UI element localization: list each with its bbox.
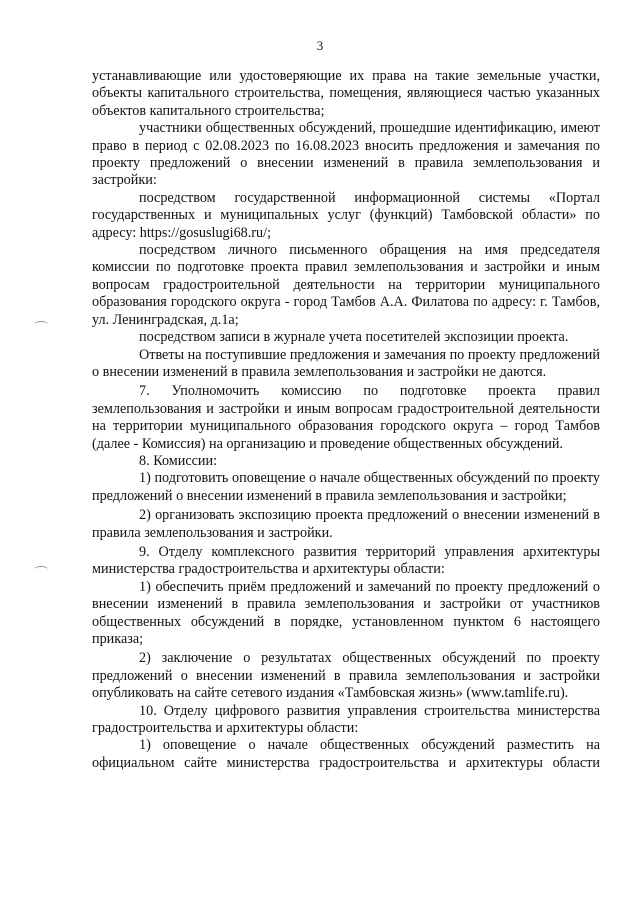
sub-item: 2) организовать экспозицию проекта предложений о внесении изменений в правила землепользования и застройки. — [92, 507, 600, 541]
paragraph: участники общественных обсуждений, прошедшие идентификацию, имеют право в период с 02.08.2023 по 16.08.2023 вносить предложения и замечания по проекту предложений о внесении изменений в правила землепользования и застройки: — [92, 120, 600, 189]
paragraph: посредством записи в журнале учета посетителей экспозиции проекта. — [139, 329, 569, 346]
page-number: 3 — [316, 38, 324, 53]
numbered-item: 10. Отделу цифрового развития управления строительства министерства градостроительства и архитектуры области: — [92, 702, 600, 737]
paragraph: посредством личного письменного обращения на имя председателя комиссии по подготовке проекта правил землепользования и застройки и иным вопросам градостроительной деятельности на территории муниципального образования городского округа - город Тамбов А.А. Филатова по адресу: г. Тамбов, ул. Ленинградская, д.1а; — [92, 242, 600, 328]
paragraph: посредством государственной информационной системы «Портал государственных и муниципальных услуг (функций) Тамбовской области» по адресу: https://gosuslugi68.ru/; — [92, 189, 600, 241]
numbered-item: 7. Уполномочить комиссию по подготовке проекта правил землепользования и застройки и иным вопросам градостроительной деятельности на территории муниципального образования городского округа – город Тамбов (далее - Комиссия) на организацию и проведение общественных обсуждений. — [92, 383, 600, 452]
paragraph: Ответы на поступившие предложения и замечания по проекту предложений о внесении изменений в правила землепользования и застройки не даются. — [92, 346, 600, 380]
document-body — [92, 68, 600, 772]
sub-item: 1) обеспечить приём предложений и замечаний по проекту предложений о внесении изменений в правила землепользования и застройки от участников общественных обсуждений в порядке, установленном пунктом 6 настоящего приказа; — [92, 578, 600, 647]
sub-item: 1) оповещение о начале общественных обсуждений разместить на официальном сайте министерства градостроительства и архитектуры области — [92, 737, 600, 771]
numbered-item: 8. Комиссии: — [139, 452, 218, 469]
numbered-item: 9. Отделу комплексного развития территорий управления архитектуры министерства градостроительства и архитектуры области: — [92, 543, 600, 578]
paragraph: устанавливающие или удостоверяющие их права на такие земельные участки, объекты капитального строительства, помещения, являющиеся частью указанных объектов капитального строительства; — [92, 68, 600, 119]
sub-item: 1) подготовить оповещение о начале общественных обсуждений по проекту предложений о внесении изменений в правила землепользования и застройки; — [92, 470, 600, 504]
scan-artifact-mark — [34, 321, 48, 328]
sub-item: 2) заключение о результатах общественных обсуждений по проекту предложений о внесении изменений в правила землепользования и застройки опубликовать на сайте сетевого издания «Тамбовская жизнь» (www.tamlife.ru). — [92, 650, 600, 702]
scan-artifact-mark — [34, 566, 48, 573]
